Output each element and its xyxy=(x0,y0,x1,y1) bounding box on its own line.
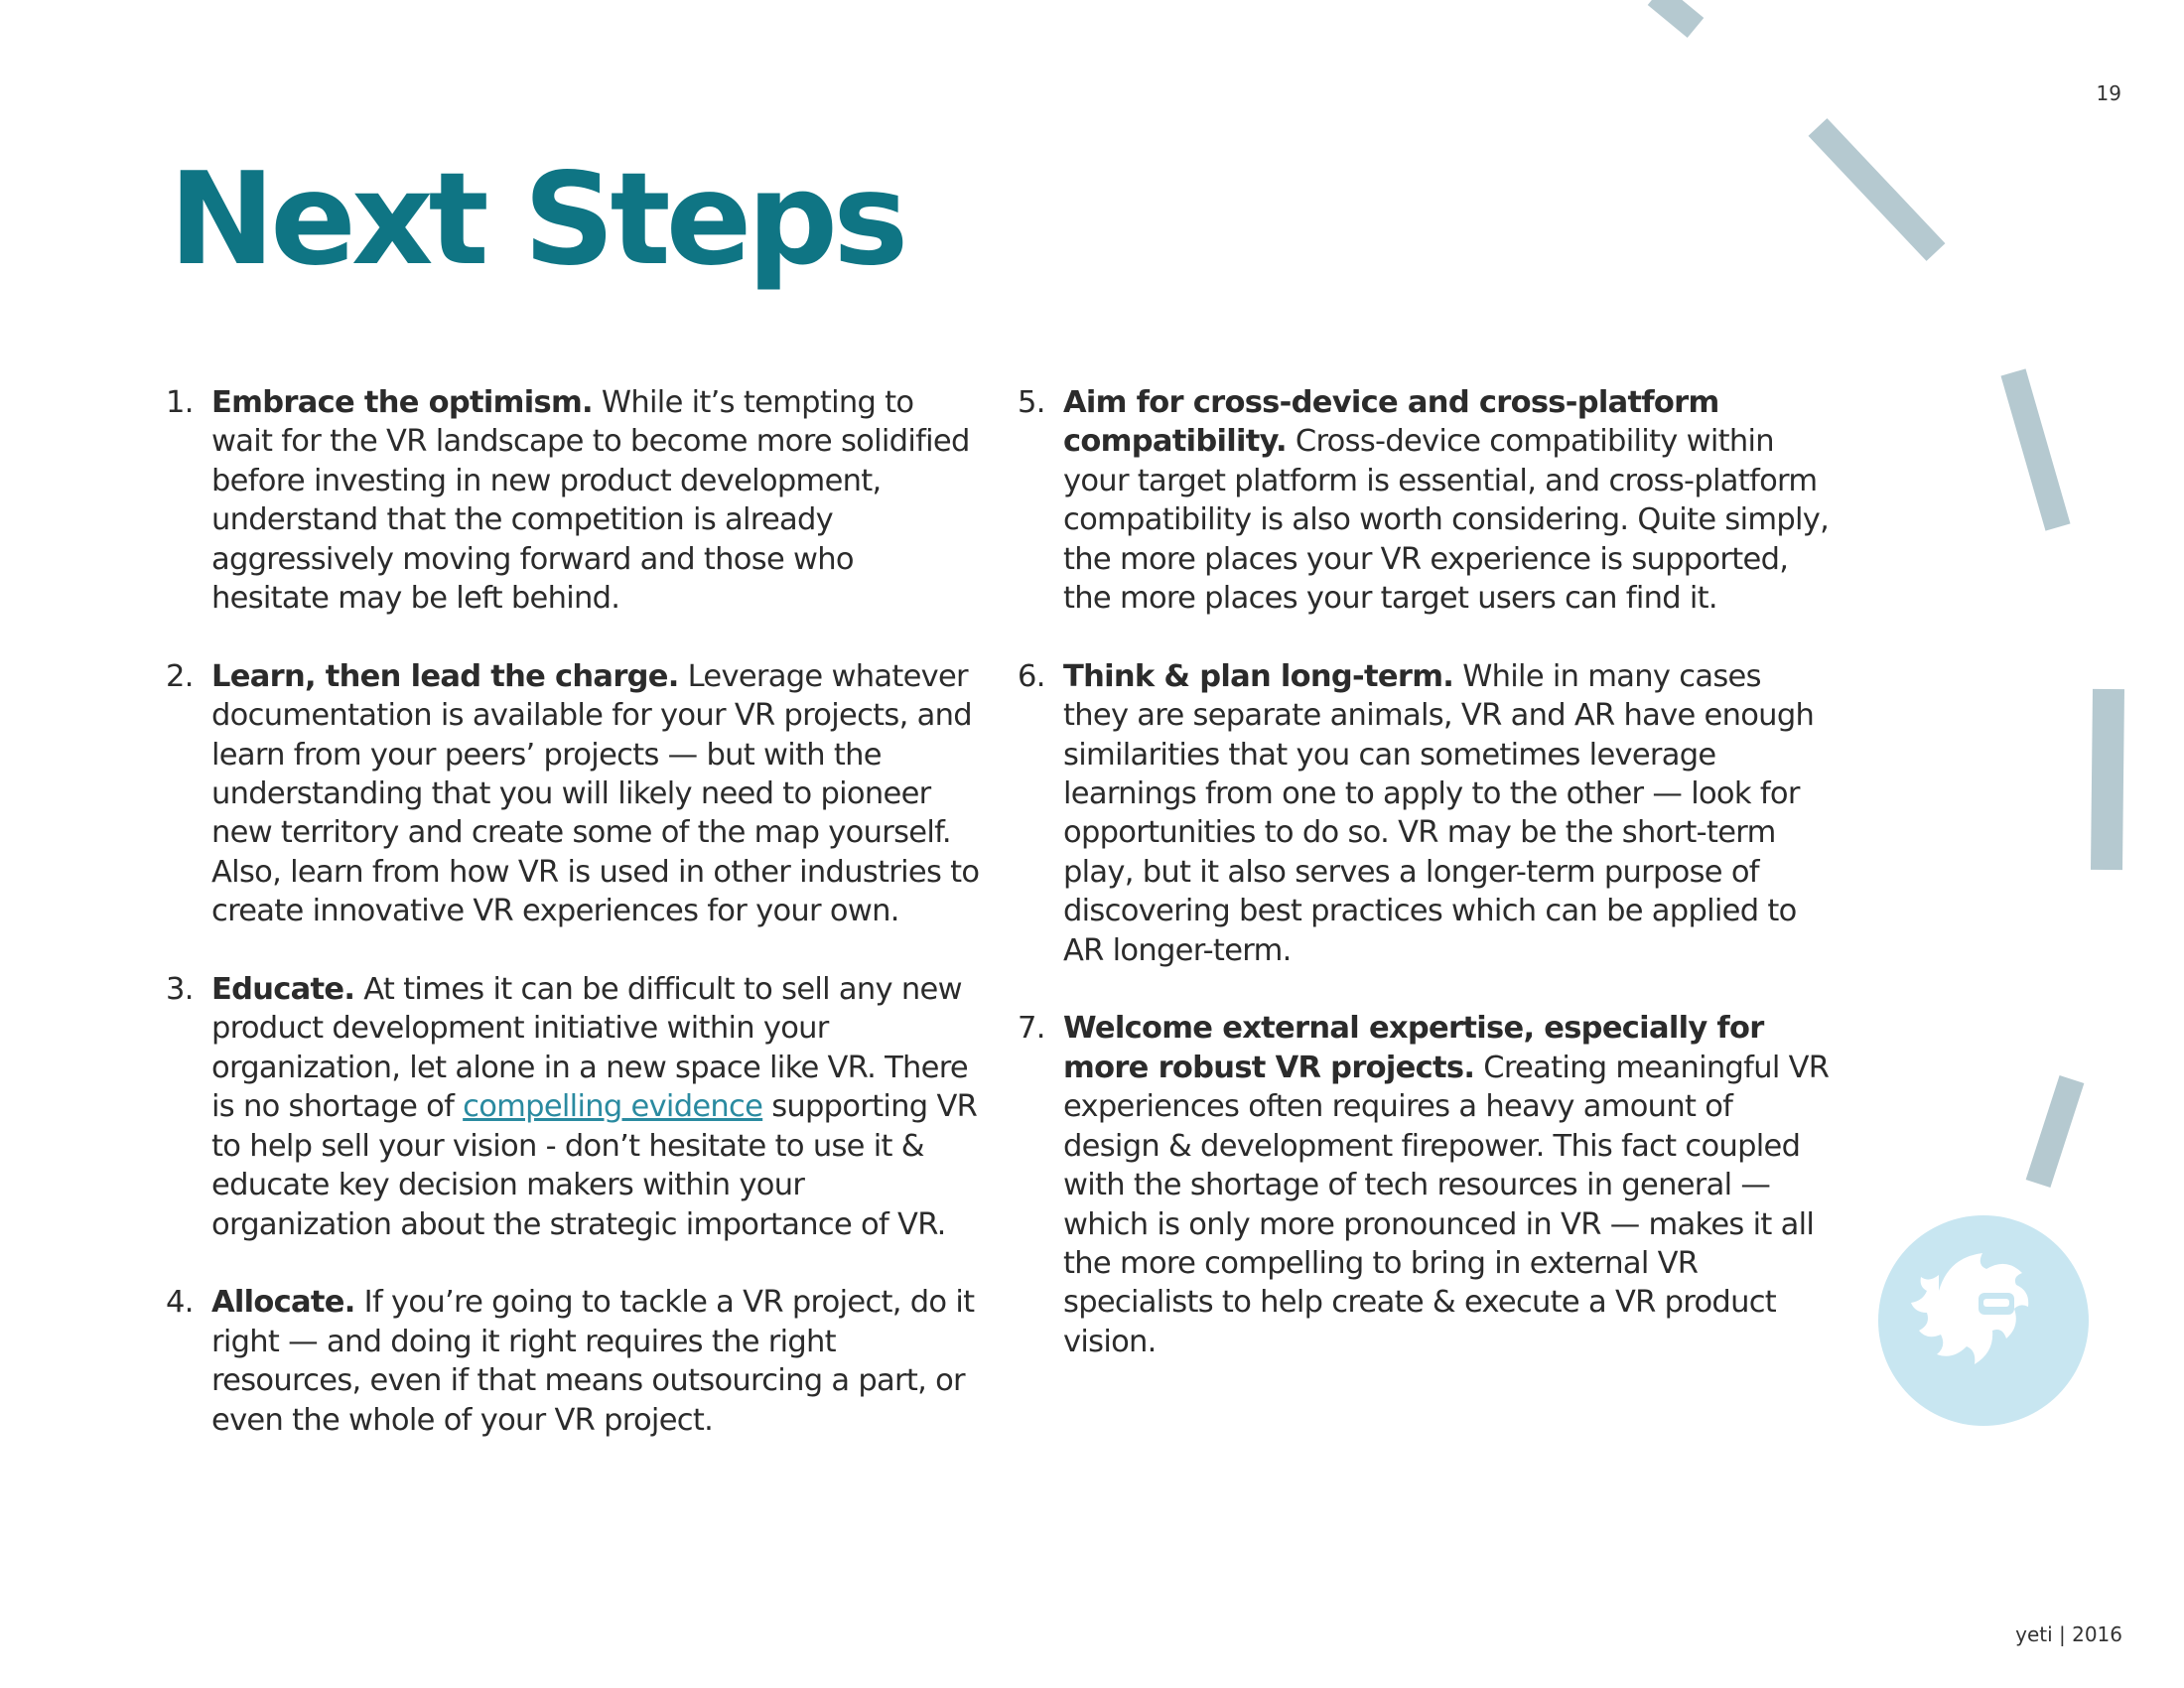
arc-dash-2 xyxy=(1818,127,1936,252)
step-text xyxy=(1063,1009,1832,1361)
step-heading: Allocate. xyxy=(211,1285,355,1321)
list-item xyxy=(1018,1009,1832,1361)
arc-dash-5 xyxy=(2038,1079,2072,1184)
step-body-continued: supporting VR to help sell your vision - don’t hesitate to use it & educate key decision makers within your organization about the strategic importance of VR. xyxy=(211,1089,978,1242)
step-number: 4. xyxy=(166,1285,194,1321)
step-heading: Learn, then lead the charge. xyxy=(211,658,679,694)
step-number: 6. xyxy=(1018,658,1045,694)
yeti-logo-circle xyxy=(1878,1215,2089,1426)
arc-dash-1 xyxy=(1656,0,1696,28)
step-heading: Aim for cross-device and cross-platform compatibility. xyxy=(1063,385,1719,460)
footer-brand-year: yeti | 2016 xyxy=(2015,1622,2122,1646)
step-text xyxy=(211,1283,980,1440)
page-number: 19 xyxy=(2096,81,2121,105)
steps-right-column xyxy=(1018,383,1832,1401)
step-heading: Educate. xyxy=(211,972,355,1008)
list-item xyxy=(166,657,980,931)
step-heading: Embrace the optimism. xyxy=(211,385,593,420)
step-text xyxy=(211,383,980,618)
list-item xyxy=(166,970,980,1244)
list-item xyxy=(1018,657,1832,970)
step-number: 1. xyxy=(166,385,194,420)
list-item xyxy=(1018,383,1832,618)
steps-list-right xyxy=(1018,383,1832,1361)
step-body: While in many cases they are separate animals, VR and AR have enough similarities that you can sometimes leverage learnings from one to apply to the other — look for opportunities to do so. VR may be the short-term play, but it also serves a longer-term purpose of discovering best practices which can be applied to AR longer-term. xyxy=(1063,658,1815,968)
step-number: 5. xyxy=(1018,385,1045,420)
arc-dash-3 xyxy=(2013,372,2058,527)
step-body: At times it can be difficult to sell any new product development initiative within your organization, let alone in a new space like VR. There is no shortage of xyxy=(211,972,968,1125)
step-body: If you’re going to tackle a VR project, do it right — and doing it right requires the right resources, even if that means outsourcing a part, or even the whole of your VR project. xyxy=(211,1285,975,1438)
step-body: Creating meaningful VR experiences often requires a heavy amount of design & development firepower. This fact coupled with the shortage of tech resources in general — which is only more pronounced in VR — makes it all the more compelling to bring in external VR specialists to help create & execute a VR product vision. xyxy=(1063,1050,1830,1359)
step-text xyxy=(211,657,980,931)
step-number: 3. xyxy=(166,972,194,1008)
steps-left-column xyxy=(166,383,980,1478)
step-body: Cross-device compatibility within your target platform is essential, and cross-platform compatibility is also worth considering. Quite simply, the more places your VR experience is supported, the more places your target users can find it. xyxy=(1063,424,1830,617)
list-item xyxy=(166,383,980,618)
step-body: Leverage whatever documentation is available for your VR projects, and learn from your peers’ projects — but with the understanding that you will likely need to pioneer new territory and create some of the map yourself. Also, learn from how VR is used in other industries to create innovative VR experiences for your own. xyxy=(211,658,980,929)
yeti-face-icon xyxy=(1911,1253,2028,1364)
step-heading: Welcome external expertise, especially for more robust VR projects. xyxy=(1063,1011,1764,1085)
step-text xyxy=(211,970,980,1244)
step-text xyxy=(1063,657,1832,970)
step-number: 2. xyxy=(166,658,194,694)
yeti-logo xyxy=(1878,1215,2089,1426)
step-heading: Think & plan long-term. xyxy=(1063,658,1454,694)
step-body: While it’s tempting to wait for the VR landscape to become more solidified before investing in new product development, understand that the competition is already aggressively moving forward and those who hesitate may be left behind. xyxy=(211,385,970,617)
step-number: 7. xyxy=(1018,1011,1045,1047)
step-text xyxy=(1063,383,1832,618)
list-item xyxy=(166,1283,980,1440)
page-title: Next Steps xyxy=(169,146,904,294)
steps-list-left xyxy=(166,383,980,1440)
compelling-evidence-link[interactable]: compelling evidence xyxy=(463,1089,763,1125)
arc-dash-4 xyxy=(2107,689,2109,870)
